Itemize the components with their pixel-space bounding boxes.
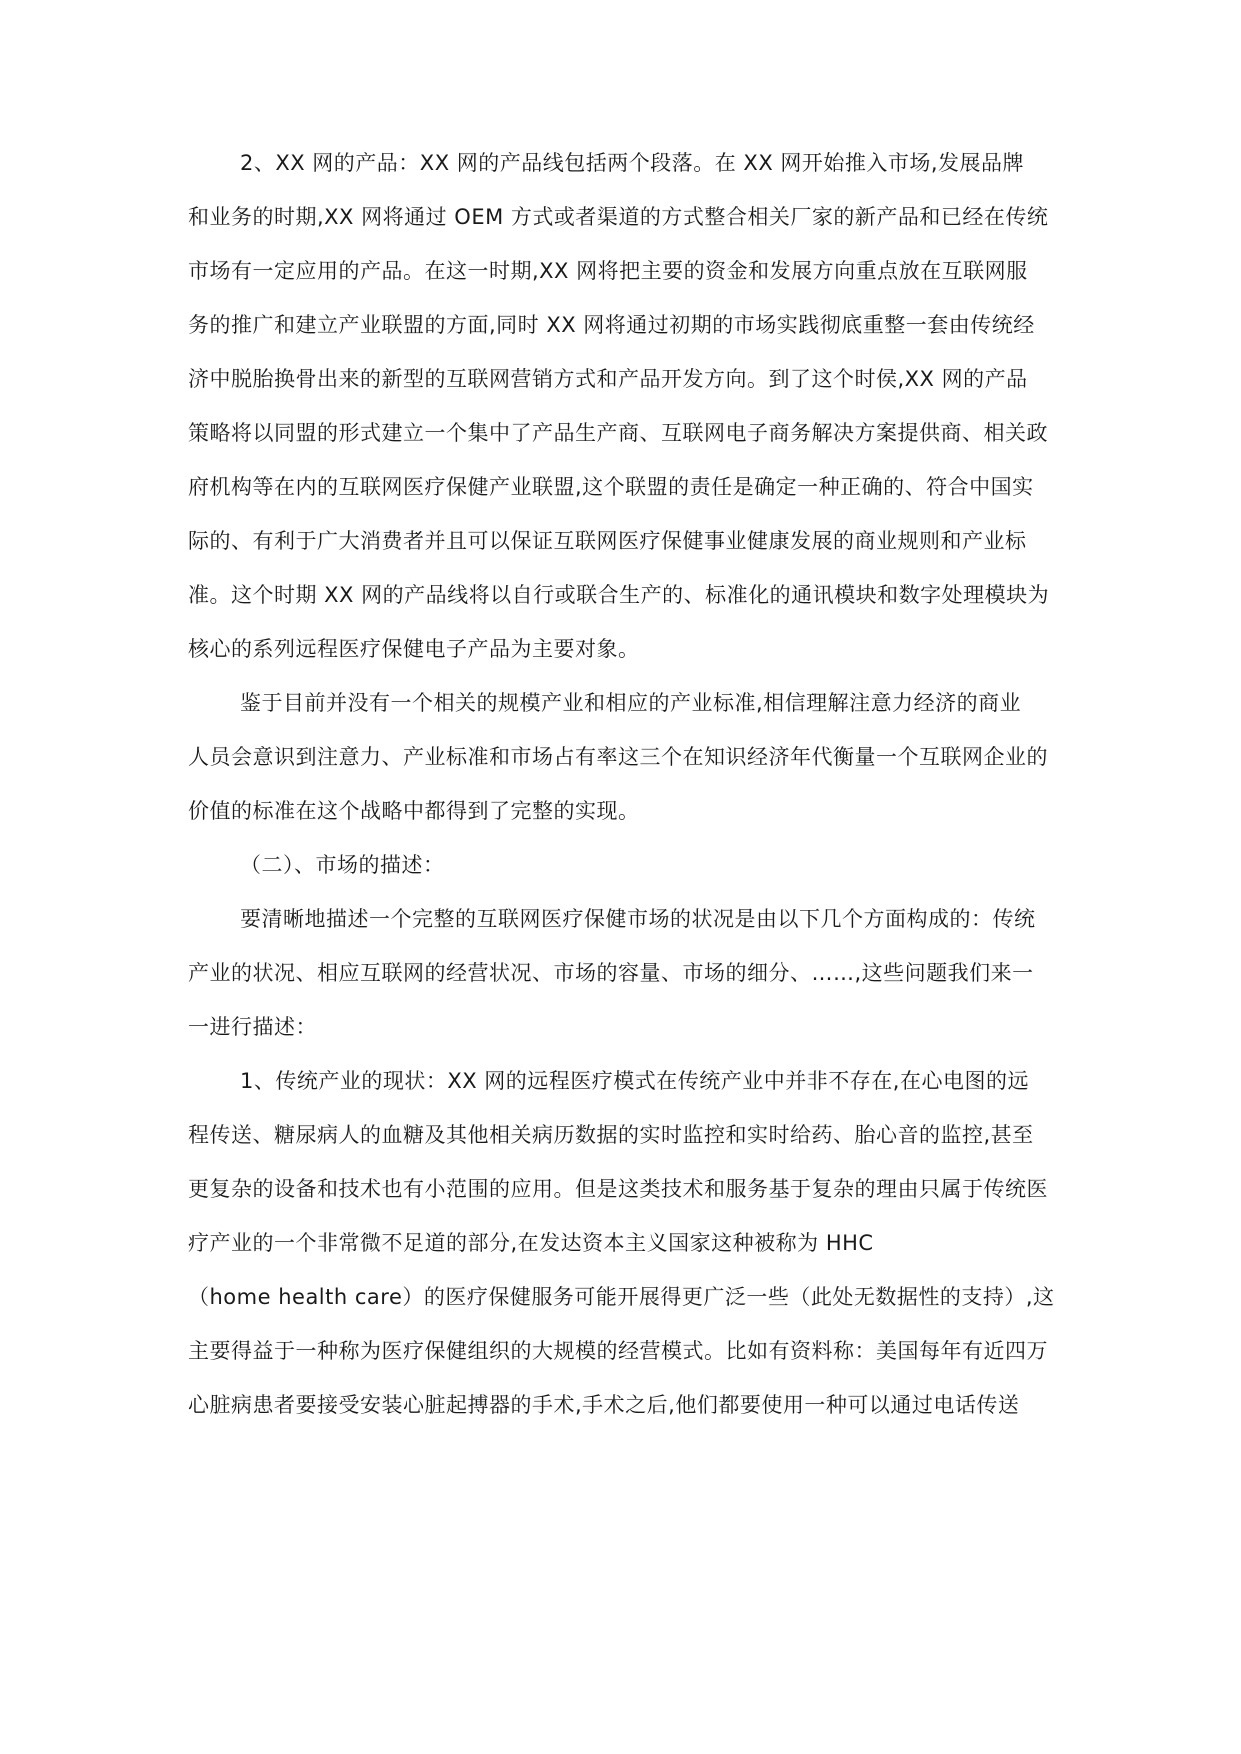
paragraph-line: 务的推广和建立产业联盟的方面,同时 XX 网将通过初期的市场实践彻底重整一套由传统经: [188, 313, 1035, 337]
paragraph-line: （home health care）的医疗保健服务可能开展得更广泛一些（此处无数据性的支持）,这: [188, 1285, 1055, 1309]
paragraph-line: 准。这个时期 XX 网的产品线将以自行或联合生产的、标准化的通讯模块和数字处理模块为: [188, 583, 1050, 607]
paragraph-line: 更复杂的设备和技术也有小范围的应用。但是这类技术和服务基于复杂的理由只属于传统医: [188, 1177, 1048, 1201]
paragraph-line: 鉴于目前并没有一个相关的规模产业和相应的产业标准,相信理解注意力经济的商业: [240, 691, 1022, 715]
paragraph-line: 产业的状况、相应互联网的经营状况、市场的容量、市场的细分、……,这些问题我们来一: [188, 961, 1034, 985]
paragraph-line: 疗产业的一个非常微不足道的部分,在发达资本主义国家这种被称为 HHC: [188, 1231, 874, 1255]
paragraph-line: 2、XX 网的产品：XX 网的产品线包括两个段落。在 XX 网开始推入市场,发展品牌: [240, 151, 1025, 175]
paragraph-line: 和业务的时期,XX 网将通过 OEM 方式或者渠道的方式整合相关厂家的新产品和已经在传统: [188, 205, 1049, 229]
paragraph-line: 要清晰地描述一个完整的互联网医疗保健市场的状况是由以下几个方面构成的：传统: [240, 907, 1036, 931]
paragraph-line: 价值的标准在这个战略中都得到了完整的实现。: [188, 799, 640, 823]
paragraph-line: 策略将以同盟的形式建立一个集中了产品生产商、互联网电子商务解决方案提供商、相关政: [188, 421, 1048, 445]
paragraph-line: 市场有一定应用的产品。在这一时期,XX 网将把主要的资金和发展方向重点放在互联网服: [188, 259, 1028, 283]
paragraph-line: 府机构等在内的互联网医疗保健产业联盟,这个联盟的责任是确定一种正确的、符合中国实: [188, 475, 1034, 499]
paragraph-line: 一进行描述：: [188, 1015, 317, 1039]
paragraph-line: 际的、有利于广大消费者并且可以保证互联网医疗保健事业健康发展的商业规则和产业标: [188, 529, 1027, 553]
paragraph-line: 核心的系列远程医疗保健电子产品为主要对象。: [188, 637, 640, 661]
paragraph-line: 1、传统产业的现状：XX 网的远程医疗模式在传统产业中并非不存在,在心电图的远: [240, 1069, 1029, 1093]
paragraph-line: 程传送、糖尿病人的血糖及其他相关病历数据的实时监控和实时给药、胎心音的监控,甚至: [188, 1123, 1034, 1147]
paragraph-line: 心脏病患者要接受安装心脏起搏器的手术,手术之后,他们都要使用一种可以通过电话传送: [188, 1393, 1020, 1417]
paragraph-line: 济中脱胎换骨出来的新型的互联网营销方式和产品开发方向。到了这个时侯,XX 网的产品: [188, 367, 1028, 391]
paragraph-line: 主要得益于一种称为医疗保健组织的大规模的经营模式。比如有资料称：美国每年有近四万: [188, 1339, 1048, 1363]
section-heading: （二）、市场的描述：: [240, 853, 445, 877]
paragraph-line: 人员会意识到注意力、产业标准和市场占有率这三个在知识经济年代衡量一个互联网企业的: [188, 745, 1048, 769]
